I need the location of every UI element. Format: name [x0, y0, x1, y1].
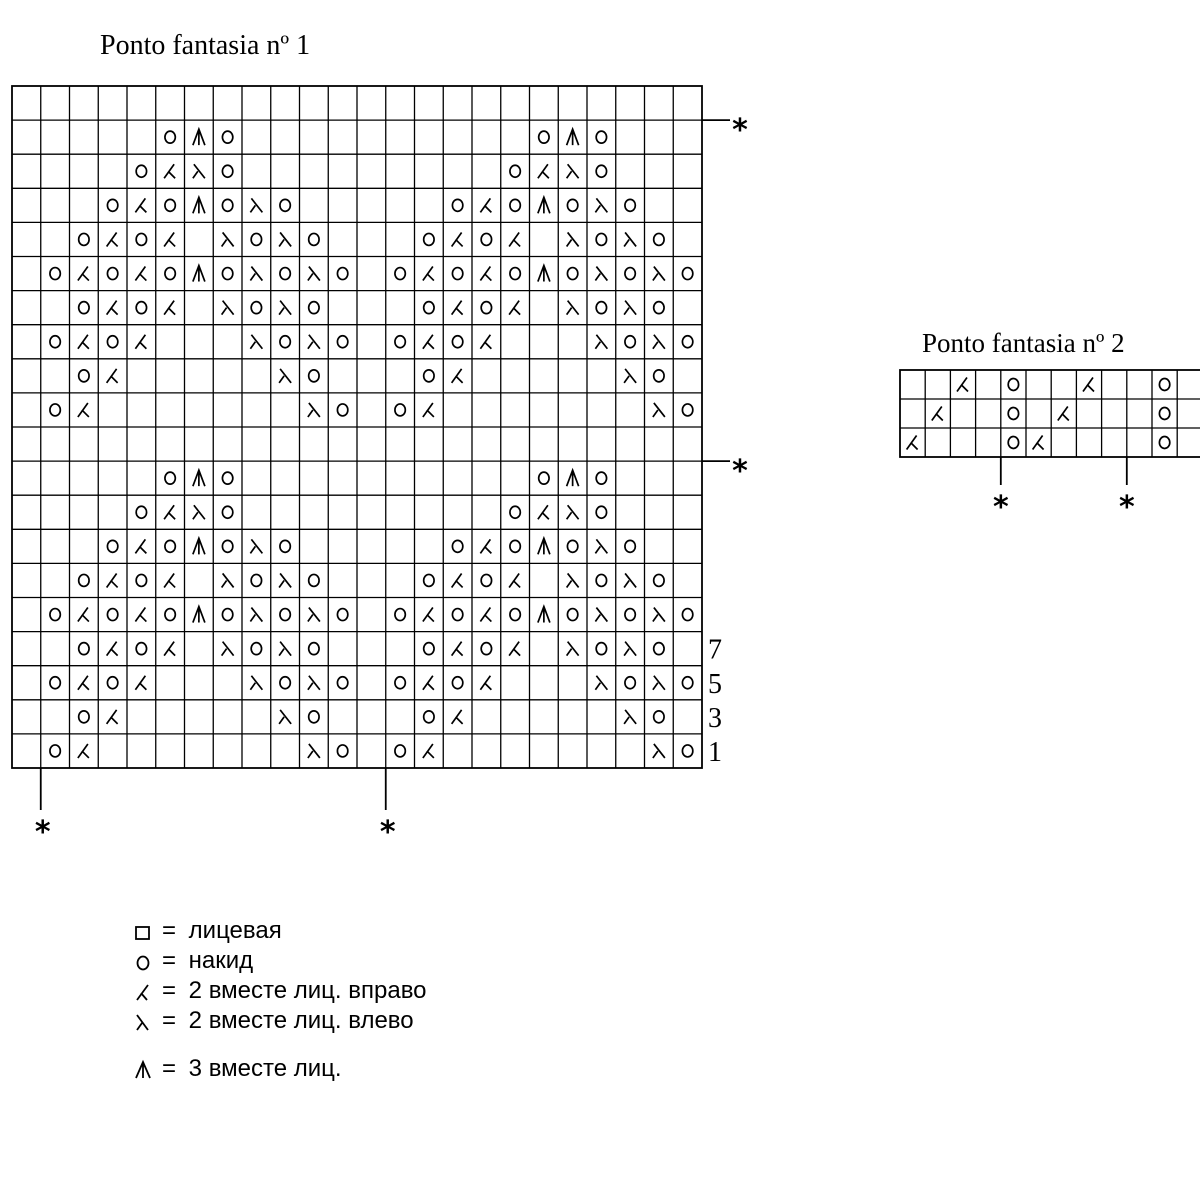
- k2tog-left-icon: [250, 608, 262, 622]
- yarn-over-icon: [539, 472, 549, 484]
- k2tog-right-icon: [78, 403, 89, 417]
- k2tog-right-icon: [164, 232, 175, 246]
- yarn-over-icon: [424, 643, 434, 655]
- chart1-row-number: 3: [708, 702, 722, 734]
- yarn-over-icon: [280, 609, 290, 621]
- k2tog-right-icon: [132, 976, 156, 1006]
- k2tog-left-icon: [653, 676, 665, 690]
- k2tog-right-icon: [1033, 436, 1044, 450]
- yarn-over-icon: [50, 609, 60, 621]
- yarn-over-icon: [596, 165, 606, 177]
- k2tog-left-icon: [595, 198, 607, 212]
- yarn-over-icon: [280, 268, 290, 280]
- repeat-star: *: [992, 490, 1009, 525]
- k2tog-left-icon: [624, 573, 636, 587]
- yarn-over-icon: [452, 609, 462, 621]
- yarn-over-icon: [309, 643, 319, 655]
- k2tog-left-icon: [193, 164, 205, 178]
- yarn-over-icon: [510, 268, 520, 280]
- legend-row-yarn-over: [132, 946, 427, 976]
- k2tog-right-icon: [107, 301, 118, 315]
- k2tog-left-icon: [567, 573, 579, 587]
- yarn-over-icon: [79, 302, 89, 314]
- k3tog-icon: [538, 266, 550, 282]
- yarn-over-icon: [251, 574, 261, 586]
- yarn-over-icon: [395, 745, 405, 757]
- k2tog-right-icon: [480, 539, 491, 553]
- k2tog-right-icon: [509, 232, 520, 246]
- k2tog-right-icon: [480, 267, 491, 281]
- chart1-row-number: 5: [708, 668, 722, 700]
- yarn-over-icon: [682, 677, 692, 689]
- square-icon: [132, 916, 156, 946]
- k2tog-left-icon: [595, 608, 607, 622]
- k2tog-right-icon: [164, 505, 175, 519]
- yarn-over-icon: [481, 574, 491, 586]
- k3tog-icon: [538, 607, 550, 623]
- yarn-over-icon: [50, 745, 60, 757]
- k2tog-left-icon: [250, 539, 262, 553]
- yarn-over-icon: [132, 946, 156, 976]
- yarn-over-icon: [567, 268, 577, 280]
- yarn-over-icon: [452, 336, 462, 348]
- k2tog-left-icon: [308, 676, 320, 690]
- legend-eq: =: [161, 977, 176, 1004]
- k2tog-left-icon: [308, 335, 320, 349]
- yarn-over-icon: [1008, 408, 1018, 420]
- yarn-over-icon: [567, 609, 577, 621]
- k2tog-right-icon: [423, 267, 434, 281]
- yarn-over-icon: [1159, 408, 1169, 420]
- yarn-over-icon: [395, 268, 405, 280]
- yarn-over-icon: [251, 643, 261, 655]
- yarn-over-icon: [654, 711, 664, 723]
- k2tog-left-icon: [279, 642, 291, 656]
- yarn-over-icon: [165, 540, 175, 552]
- chart2-title: Ponto fantasia nº 2: [922, 328, 1125, 358]
- legend-row-k2tog-right: [132, 976, 427, 1006]
- yarn-over-icon: [1159, 379, 1169, 391]
- yarn-over-icon: [309, 574, 319, 586]
- k2tog-right-icon: [423, 676, 434, 690]
- k2tog-right-icon: [164, 164, 175, 178]
- legend-eq: =: [161, 947, 176, 974]
- k3tog-icon: [193, 607, 205, 623]
- yarn-over-icon: [424, 233, 434, 245]
- yarn-over-icon: [107, 540, 117, 552]
- k3tog-icon: [193, 470, 205, 486]
- k2tog-left-icon: [222, 573, 234, 587]
- yarn-over-icon: [107, 199, 117, 211]
- yarn-over-icon: [165, 199, 175, 211]
- yarn-over-icon: [165, 472, 175, 484]
- k2tog-right-icon: [78, 267, 89, 281]
- legend-row-k3tog: [132, 1054, 427, 1084]
- k2tog-left-icon: [222, 301, 234, 315]
- yarn-over-icon: [625, 199, 635, 211]
- legend-text-k2tog-left: 2 вместе лиц. влево: [188, 1007, 414, 1034]
- k2tog-right-icon: [107, 573, 118, 587]
- k2tog-right-icon: [452, 573, 463, 587]
- k2tog-left-icon: [279, 301, 291, 315]
- k2tog-left-icon: [567, 232, 579, 246]
- yarn-over-icon: [79, 574, 89, 586]
- k2tog-right-icon: [164, 642, 175, 656]
- k2tog-right-icon: [135, 267, 146, 281]
- yarn-over-icon: [567, 199, 577, 211]
- k2tog-right-icon: [1058, 407, 1069, 421]
- yarn-over-icon: [165, 131, 175, 143]
- yarn-over-icon: [654, 574, 664, 586]
- yarn-over-icon: [481, 233, 491, 245]
- yarn-over-icon: [625, 268, 635, 280]
- yarn-over-icon: [337, 745, 347, 757]
- k2tog-left-icon: [624, 369, 636, 383]
- k3tog-icon: [193, 266, 205, 282]
- k2tog-left-icon: [250, 198, 262, 212]
- yarn-over-icon: [395, 609, 405, 621]
- k2tog-left-icon: [653, 335, 665, 349]
- k2tog-right-icon: [480, 608, 491, 622]
- k2tog-right-icon: [509, 642, 520, 656]
- k2tog-right-icon: [135, 335, 146, 349]
- yarn-over-icon: [309, 233, 319, 245]
- yarn-over-icon: [596, 131, 606, 143]
- k2tog-left-icon: [308, 267, 320, 281]
- k3tog-icon: [538, 197, 550, 213]
- yarn-over-icon: [567, 540, 577, 552]
- yarn-over-icon: [654, 370, 664, 382]
- k2tog-left-icon: [279, 232, 291, 246]
- yarn-over-icon: [510, 199, 520, 211]
- k2tog-right-icon: [78, 608, 89, 622]
- yarn-over-icon: [337, 336, 347, 348]
- k2tog-left-icon: [567, 164, 579, 178]
- k3tog-icon: [193, 538, 205, 554]
- k2tog-right-icon: [135, 676, 146, 690]
- k2tog-right-icon: [107, 232, 118, 246]
- k2tog-right-icon: [78, 335, 89, 349]
- k2tog-left-icon: [308, 403, 320, 417]
- k2tog-left-icon: [624, 710, 636, 724]
- k2tog-right-icon: [509, 573, 520, 587]
- k2tog-left-icon: [567, 301, 579, 315]
- yarn-over-icon: [309, 370, 319, 382]
- yarn-over-icon: [625, 677, 635, 689]
- k2tog-left-icon: [624, 642, 636, 656]
- chart1-title: Ponto fantasia nº 1: [100, 30, 311, 61]
- yarn-over-icon: [596, 506, 606, 518]
- chart1-grid: [12, 86, 702, 768]
- yarn-over-icon: [337, 677, 347, 689]
- yarn-over-icon: [136, 574, 146, 586]
- yarn-over-icon: [481, 643, 491, 655]
- yarn-over-icon: [510, 165, 520, 177]
- yarn-over-icon: [682, 745, 692, 757]
- yarn-over-icon: [222, 131, 232, 143]
- legend: [132, 916, 427, 1084]
- k3tog-icon: [193, 197, 205, 213]
- yarn-over-icon: [222, 609, 232, 621]
- yarn-over-icon: [682, 609, 692, 621]
- repeat-star: *: [1118, 490, 1135, 525]
- yarn-over-icon: [682, 336, 692, 348]
- k2tog-left-icon: [308, 744, 320, 758]
- yarn-over-icon: [625, 336, 635, 348]
- yarn-over-icon: [222, 199, 232, 211]
- k2tog-right-icon: [135, 539, 146, 553]
- k2tog-right-icon: [107, 642, 118, 656]
- yarn-over-icon: [280, 199, 290, 211]
- yarn-over-icon: [337, 609, 347, 621]
- yarn-over-icon: [309, 302, 319, 314]
- legend-text-k3tog: 3 вместе лиц.: [188, 1055, 342, 1082]
- yarn-over-icon: [50, 677, 60, 689]
- yarn-over-icon: [107, 609, 117, 621]
- yarn-over-icon: [79, 233, 89, 245]
- k2tog-right-icon: [78, 676, 89, 690]
- k3tog-icon: [193, 129, 205, 145]
- k2tog-right-icon: [164, 573, 175, 587]
- yarn-over-icon: [395, 404, 405, 416]
- k2tog-right-icon: [135, 608, 146, 622]
- k3tog-icon: [567, 470, 579, 486]
- yarn-over-icon: [136, 302, 146, 314]
- yarn-over-icon: [1008, 437, 1018, 449]
- yarn-over-icon: [136, 643, 146, 655]
- yarn-over-icon: [510, 506, 520, 518]
- k2tog-left-icon: [279, 573, 291, 587]
- k2tog-left-icon: [624, 301, 636, 315]
- yarn-over-icon: [596, 233, 606, 245]
- yarn-over-icon: [510, 540, 520, 552]
- yarn-over-icon: [395, 336, 405, 348]
- k2tog-right-icon: [480, 198, 491, 212]
- repeat-star: *: [34, 815, 51, 850]
- k2tog-left-icon: [595, 335, 607, 349]
- yarn-over-icon: [136, 506, 146, 518]
- yarn-over-icon: [682, 404, 692, 416]
- yarn-over-icon: [452, 677, 462, 689]
- yarn-over-icon: [107, 268, 117, 280]
- k2tog-right-icon: [423, 744, 434, 758]
- k2tog-right-icon: [78, 744, 89, 758]
- repeat-star: *: [379, 815, 396, 850]
- k2tog-left-icon: [567, 642, 579, 656]
- k3tog-icon: [538, 538, 550, 554]
- yarn-over-icon: [251, 302, 261, 314]
- k2tog-right-icon: [452, 642, 463, 656]
- yarn-over-icon: [596, 302, 606, 314]
- yarn-over-icon: [424, 711, 434, 723]
- yarn-over-icon: [424, 370, 434, 382]
- k2tog-left-icon: [595, 676, 607, 690]
- legend-eq: =: [161, 917, 176, 944]
- k2tog-right-icon: [957, 378, 968, 392]
- k2tog-right-icon: [509, 301, 520, 315]
- yarn-over-icon: [280, 336, 290, 348]
- k2tog-left-icon: [595, 539, 607, 553]
- k2tog-left-icon: [193, 505, 205, 519]
- legend-text-k2tog-right: 2 вместе лиц. вправо: [188, 977, 427, 1004]
- k2tog-left-icon: [279, 710, 291, 724]
- yarn-over-icon: [625, 540, 635, 552]
- yarn-over-icon: [79, 643, 89, 655]
- yarn-over-icon: [452, 199, 462, 211]
- k2tog-right-icon: [107, 710, 118, 724]
- yarn-over-icon: [136, 233, 146, 245]
- yarn-over-icon: [596, 643, 606, 655]
- yarn-over-icon: [50, 404, 60, 416]
- legend-eq: =: [161, 1007, 176, 1034]
- yarn-over-icon: [222, 506, 232, 518]
- yarn-over-icon: [654, 233, 664, 245]
- k2tog-right-icon: [480, 676, 491, 690]
- k2tog-right-icon: [423, 335, 434, 349]
- k2tog-left-icon: [132, 1006, 156, 1036]
- yarn-over-icon: [251, 233, 261, 245]
- yarn-over-icon: [337, 268, 347, 280]
- k2tog-left-icon: [624, 232, 636, 246]
- k2tog-right-icon: [452, 710, 463, 724]
- yarn-over-icon: [539, 131, 549, 143]
- k2tog-right-icon: [538, 505, 549, 519]
- k2tog-left-icon: [250, 267, 262, 281]
- chart2-grid: [900, 370, 1200, 457]
- yarn-over-icon: [222, 268, 232, 280]
- yarn-over-icon: [395, 677, 405, 689]
- yarn-over-icon: [1159, 437, 1169, 449]
- k2tog-right-icon: [932, 407, 943, 421]
- k2tog-left-icon: [653, 267, 665, 281]
- legend-text-yarn-over: накид: [188, 947, 254, 974]
- chart1-row-number: 1: [708, 736, 722, 768]
- yarn-over-icon: [165, 609, 175, 621]
- k2tog-left-icon: [279, 369, 291, 383]
- yarn-over-icon: [50, 336, 60, 348]
- yarn-over-icon: [309, 711, 319, 723]
- legend-text-knit: лицевая: [188, 917, 282, 944]
- yarn-over-icon: [682, 268, 692, 280]
- yarn-over-icon: [107, 336, 117, 348]
- k2tog-right-icon: [135, 198, 146, 212]
- k2tog-right-icon: [480, 335, 491, 349]
- k2tog-left-icon: [222, 642, 234, 656]
- yarn-over-icon: [107, 677, 117, 689]
- yarn-over-icon: [79, 711, 89, 723]
- yarn-over-icon: [481, 302, 491, 314]
- yarn-over-icon: [50, 268, 60, 280]
- legend-row-k2tog-left: [132, 1006, 427, 1036]
- yarn-over-icon: [79, 370, 89, 382]
- k2tog-right-icon: [452, 301, 463, 315]
- yarn-over-icon: [452, 540, 462, 552]
- yarn-over-icon: [280, 677, 290, 689]
- k2tog-right-icon: [452, 232, 463, 246]
- k3tog-icon: [132, 1054, 156, 1084]
- yarn-over-icon: [165, 268, 175, 280]
- k2tog-left-icon: [595, 267, 607, 281]
- k2tog-right-icon: [1083, 378, 1094, 392]
- k2tog-right-icon: [538, 164, 549, 178]
- yarn-over-icon: [1008, 379, 1018, 391]
- k2tog-right-icon: [107, 369, 118, 383]
- k2tog-right-icon: [907, 436, 918, 450]
- yarn-over-icon: [654, 643, 664, 655]
- k2tog-left-icon: [308, 608, 320, 622]
- k2tog-right-icon: [452, 369, 463, 383]
- k2tog-left-icon: [250, 676, 262, 690]
- repeat-star: *: [732, 454, 748, 490]
- yarn-over-icon: [625, 609, 635, 621]
- yarn-over-icon: [280, 540, 290, 552]
- yarn-over-icon: [337, 404, 347, 416]
- yarn-over-icon: [424, 302, 434, 314]
- k2tog-right-icon: [423, 608, 434, 622]
- yarn-over-icon: [424, 574, 434, 586]
- yarn-over-icon: [596, 472, 606, 484]
- yarn-over-icon: [510, 609, 520, 621]
- k3tog-icon: [567, 129, 579, 145]
- yarn-over-icon: [452, 268, 462, 280]
- k2tog-left-icon: [222, 232, 234, 246]
- k2tog-left-icon: [653, 403, 665, 417]
- chart2-border: [900, 370, 1200, 457]
- k2tog-left-icon: [653, 608, 665, 622]
- yarn-over-icon: [222, 540, 232, 552]
- chart1-row-number: 7: [708, 634, 722, 666]
- k2tog-right-icon: [164, 301, 175, 315]
- yarn-over-icon: [596, 574, 606, 586]
- yarn-over-icon: [222, 165, 232, 177]
- yarn-over-icon: [654, 302, 664, 314]
- legend-row-knit: [132, 916, 427, 946]
- k2tog-left-icon: [250, 335, 262, 349]
- legend-eq: =: [161, 1055, 176, 1082]
- yarn-over-icon: [222, 472, 232, 484]
- repeat-star: *: [732, 113, 748, 149]
- k2tog-right-icon: [423, 403, 434, 417]
- k2tog-left-icon: [567, 505, 579, 519]
- yarn-over-icon: [136, 165, 146, 177]
- k2tog-left-icon: [653, 744, 665, 758]
